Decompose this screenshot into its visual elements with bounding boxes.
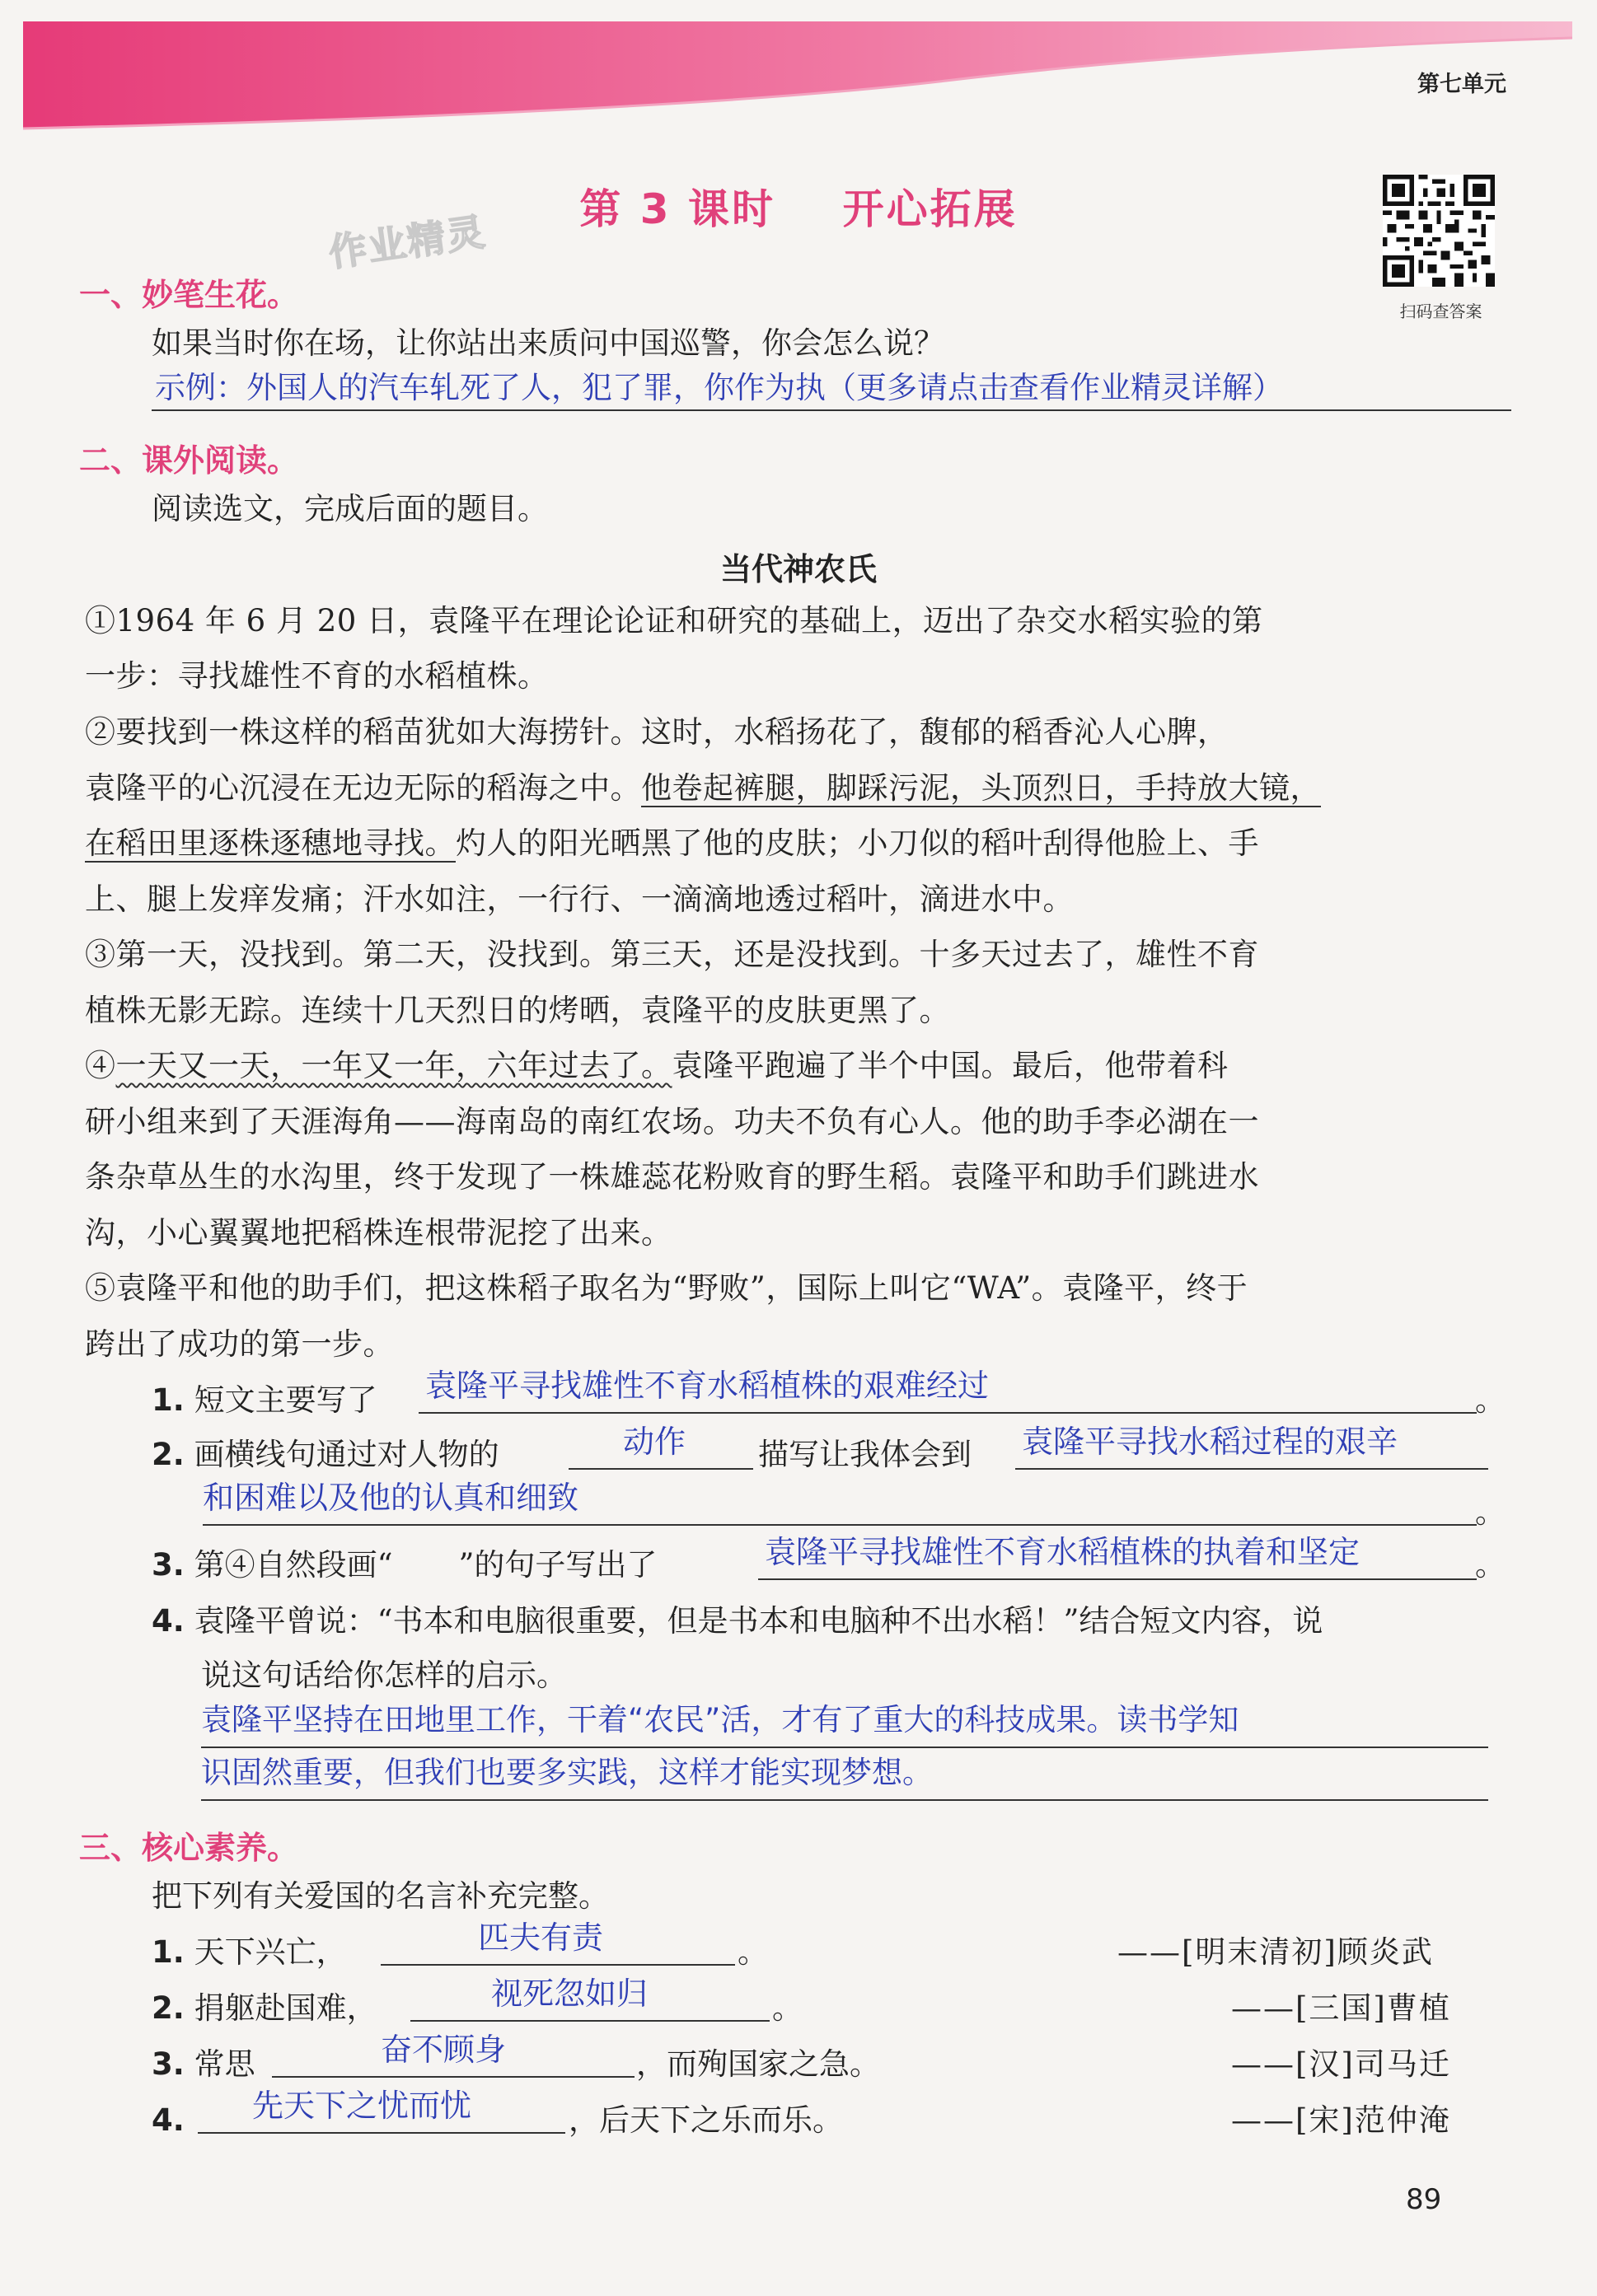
question-text: 短文主要写了 xyxy=(194,1382,377,1418)
quote-text-end: 。 xyxy=(772,1990,803,2026)
page-number: 89 xyxy=(1406,2183,1442,2216)
qr-caption: 扫码查答案 xyxy=(1399,302,1482,321)
quote-answer-2[interactable]: 视死忽如归 xyxy=(491,1976,649,2012)
quote-text: 常思 xyxy=(194,2046,255,2082)
quote-item-2 xyxy=(152,1989,377,2028)
article-line: ②要找到一株这样的稻苗犹如大海捞针。这时，水稻扬花了，馥郁的稻香沁人心脾， xyxy=(85,714,1229,750)
answer-line xyxy=(410,2020,770,2022)
question-number: 2. xyxy=(152,1990,185,2026)
question-number: 2. xyxy=(152,1437,185,1472)
answer-line xyxy=(758,1578,1477,1580)
section1-heading: 一、妙笔生花。 xyxy=(79,277,299,313)
article-segment: 袁隆平跑遍了半个中国。最后，他带着科 xyxy=(672,1048,1229,1083)
article-line xyxy=(85,769,1321,808)
answer-line xyxy=(1015,1468,1488,1470)
article-line: ①1964 年 6 月 20 日，袁隆平在理论论证和研究的基础上，迈出了杂交水稻实验的第 xyxy=(85,603,1263,638)
question-2-answer-a[interactable]: 动作 xyxy=(623,1424,686,1460)
quote-text: 捐躯赴国难， xyxy=(194,1990,377,2026)
section1-prompt: 如果当时你在场，让你站出来质问中国巡警，你会怎么说？ xyxy=(152,325,944,361)
article-line: 跨出了成功的第一步。 xyxy=(85,1326,394,1362)
article-line: ⑤袁隆平和他的助手们，把这株稻子取名为“野败”，国际上叫它“WA”。袁隆平，终于 xyxy=(85,1270,1248,1306)
article-line: 研小组来到了天涯海角——海南岛的南红农场。功夫不负有心人。他的助手李必湖在一 xyxy=(85,1104,1259,1139)
quote-answer-1[interactable]: 匹夫有责 xyxy=(478,1920,604,1956)
question-2-text-b: 描写让我体会到 xyxy=(758,1437,972,1472)
article-line xyxy=(85,824,1259,863)
unit-label: 第七单元 xyxy=(1417,72,1506,97)
quote-attribution: ——[明末清初]顾炎武 xyxy=(1117,1934,1434,1970)
question-4-answer-b[interactable]: 识固然重要，但我们也要多实践，这样才能实现梦想。 xyxy=(201,1755,933,1790)
question-2-answer-c[interactable]: 和困难以及他的认真和细致 xyxy=(203,1480,579,1516)
header-banner xyxy=(23,21,1572,130)
question-text: 第④自然段画“ xyxy=(194,1547,393,1583)
answer-line xyxy=(203,1524,1477,1526)
question-end-mark: 。 xyxy=(1475,1547,1506,1583)
answer-line xyxy=(419,1412,1477,1414)
article-line: ③第一天，没找到。第二天，没找到。第三天，还是没找到。十多天过去了，雄性不育 xyxy=(85,937,1259,972)
qr-code-icon[interactable] xyxy=(1383,175,1495,287)
article-title: 当代神农氏 xyxy=(719,551,877,587)
answer-line xyxy=(198,2132,565,2134)
wavy-line-sample xyxy=(393,1545,459,1585)
para-marker: ④ xyxy=(85,1048,116,1083)
article-segment: 袁隆平的心沉浸在无边无际的稻海之中。 xyxy=(85,770,641,806)
quote-item-1 xyxy=(152,1933,347,1972)
quote-answer-3[interactable]: 奋不顾身 xyxy=(381,2032,507,2068)
quote-text: 天下兴亡， xyxy=(194,1934,347,1970)
question-text: 画横线句通过对人物的 xyxy=(194,1437,499,1472)
underlined-action-sentence-cont: 在稻田里逐株逐穗地寻找。 xyxy=(85,825,456,861)
answer-line xyxy=(381,1964,735,1966)
wavy-underlined-sentence: 一天又一天，一年又一年，六年过去了。 xyxy=(115,1048,672,1083)
watermark-logo: 作业精灵 xyxy=(325,208,489,276)
answer-line xyxy=(569,1468,753,1470)
quote-text-end: ，后天下之乐而乐。 xyxy=(569,2102,843,2138)
question-2-answer-b[interactable]: 袁隆平寻找水稻过程的艰辛 xyxy=(1022,1424,1398,1460)
quote-answer-4[interactable]: 先天下之忧而忧 xyxy=(252,2088,472,2124)
answer-line xyxy=(272,2076,635,2078)
section3-heading: 三、核心素养。 xyxy=(79,1830,299,1866)
section2-heading: 二、课外阅读。 xyxy=(79,442,299,479)
question-4-text-b: 说这句话给你怎样的启示。 xyxy=(201,1658,567,1693)
question-text: 袁隆平曾说：“书本和电脑很重要，但是书本和电脑种不出水稻！”结合短文内容，说 xyxy=(194,1603,1323,1639)
question-end-mark: 。 xyxy=(1475,1494,1506,1530)
quote-attribution: ——[三国]曹植 xyxy=(1231,1990,1451,2026)
article-line: 条杂草丛生的水沟里，终于发现了一株雄蕊花粉败育的野生稻。袁隆平和助手们跳进水 xyxy=(85,1159,1259,1195)
article-line: 一步：寻找雄性不育的水稻植株。 xyxy=(85,658,549,694)
question-number: 1. xyxy=(152,1934,185,1970)
article-line: 植株无影无踪。连续十几天烈日的烤晒，袁隆平的皮肤更黑了。 xyxy=(85,993,950,1028)
section3-instruction: 把下列有关爱国的名言补充完整。 xyxy=(152,1878,609,1914)
lesson-title: 第 3 课时 开心拓展 xyxy=(579,185,1018,233)
question-number: 4. xyxy=(152,2102,185,2138)
quote-item-4 xyxy=(152,2101,185,2140)
question-number: 3. xyxy=(152,1547,185,1583)
question-number: 1. xyxy=(152,1382,185,1418)
question-text: ”的句子写出了 xyxy=(458,1547,658,1583)
question-4-answer-a[interactable]: 袁隆平坚持在田地里工作，干着“农民”活，才有了重大的科技成果。读书学知 xyxy=(201,1702,1239,1737)
article-line: 沟，小心翼翼地把稻株连根带泥挖了出来。 xyxy=(85,1215,672,1251)
question-1-answer[interactable]: 袁隆平寻找雄性不育水稻植株的艰难经过 xyxy=(425,1368,990,1404)
question-1 xyxy=(152,1381,377,1420)
question-4 xyxy=(152,1602,1323,1641)
quote-attribution: ——[汉]司马迁 xyxy=(1231,2046,1451,2082)
answer-line xyxy=(201,1747,1488,1748)
question-end-mark: 。 xyxy=(1475,1382,1506,1418)
question-3-answer[interactable]: 袁隆平寻找雄性不育水稻植株的执着和坚定 xyxy=(765,1534,1360,1570)
underlined-action-sentence: 他卷起裤腿，脚踩污泥，头顶烈日，手持放大镜， xyxy=(641,770,1321,806)
section1-answer-line xyxy=(152,409,1511,411)
article-line xyxy=(85,1046,1229,1086)
article-line: 上、腿上发痒发痛；汗水如注，一行行、一滴滴地透过稻叶，滴进水中。 xyxy=(85,881,1074,917)
question-3 xyxy=(152,1545,657,1585)
question-number: 4. xyxy=(152,1603,185,1639)
section2-instruction: 阅读选文，完成后面的题目。 xyxy=(152,491,548,526)
quote-item-3 xyxy=(152,2045,255,2084)
question-2 xyxy=(152,1435,499,1475)
quote-attribution: ——[宋]范仲淹 xyxy=(1231,2102,1451,2138)
quote-text-end: 。 xyxy=(738,1934,768,1970)
answer-line xyxy=(201,1799,1488,1801)
section1-answer[interactable]: 示例：外国人的汽车轧死了人，犯了罪，你作为执（更多请点击查看作业精灵详解） xyxy=(155,370,1283,405)
quote-text-end: ，而殉国家之急。 xyxy=(636,2046,880,2082)
article-segment: 灼人的阳光晒黑了他的皮肤；小刀似的稻叶刮得他脸上、手 xyxy=(456,825,1259,861)
question-number: 3. xyxy=(152,2046,185,2082)
